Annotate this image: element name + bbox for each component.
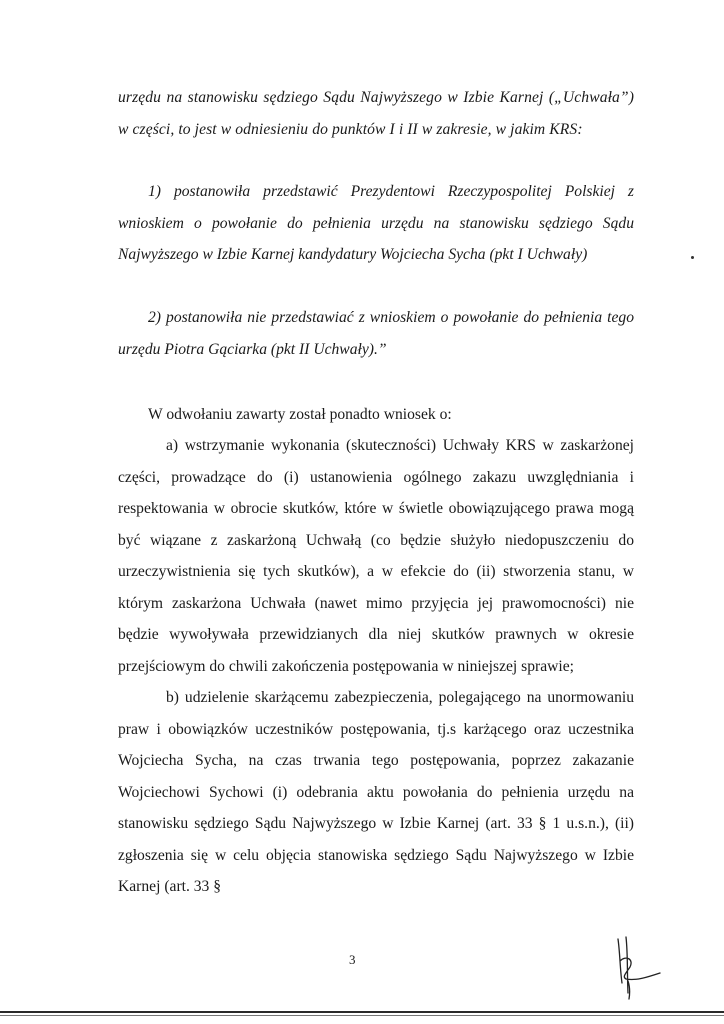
item-b-paragraph: b) udzielenie skarżącemu zabezpieczenia, polegającego na unormowaniu praw i obowiązków uczestników postępowania, tj.s karżącego oraz uczestnika Wojciecha Sycha, na czas trwania tego postępowania, poprzez zakazanie Wojciechowi Sychowi (i) odebrania aktu powołania do pełnienia urzędu na stanowisku sędziego Sądu Najwyższego w Izbie Karnej (art. 33 § 1 u.s.n.), (ii) zgłoszenia się w celu objęcia stanowiska sędziego Sądu Najwyższego w Izbie Karnej (art. 33 § xyxy=(118,689,634,895)
scan-edge-line xyxy=(0,1011,724,1013)
signature-initials xyxy=(612,933,664,1001)
item-a-paragraph: a) wstrzymanie wykonania (skuteczności) Uchwały KRS w zaskarżonej części, prowadzące do (i) ustanowienia ogólnego zakazu uwzględniania i respektowania w obrocie skutków, które w świetle obowiązującego prawa mogą być wiązane z zaskarżoną Uchwałą (co będzie służyło niedopuszczeniu do urzeczywistnienia się tych skutków), a w efekcie do (ii) stworzenia stanu, w którym zaskarżona Uchwała (nawet mimo przyjęcia jej prawomocności) nie będzie wywoływała przewidzianych dla niej skutków prawnych w okresie przejściowym do chwili zakończenia postępowania w niniejszej sprawie; xyxy=(118,437,634,675)
scan-speck xyxy=(691,256,694,259)
scan-edge-line-secondary xyxy=(0,1015,724,1016)
quote-item-1-paragraph: 1) postanowiła przedstawić Prezydentowi Rzeczypospolitej Polskiej z wnioskiem o powołanie do pełnienia urzędu na stanowisku sędziego Sądu Najwyższego w Izbie Karnej kandydatury Wojciecha Sycha (pkt I Uchwały) xyxy=(118,183,634,263)
quote-intro-paragraph: urzędu na stanowisku sędziego Sądu Najwyższego w Izbie Karnej („Uchwała”) w części, to jest w odniesieniu do punktów I i II w zakresie, w jakim KRS: xyxy=(118,89,634,138)
page-number: 3 xyxy=(349,952,356,967)
quote-item-2-paragraph: 2) postanowiła nie przedstawiać z wnioskiem o powołanie do pełnienia tego urzędu Piotra Gąciarka (pkt II Uchwały).” xyxy=(118,309,634,358)
appeal-intro-paragraph: W odwołaniu zawarty został ponadto wniosek o: xyxy=(148,406,452,423)
